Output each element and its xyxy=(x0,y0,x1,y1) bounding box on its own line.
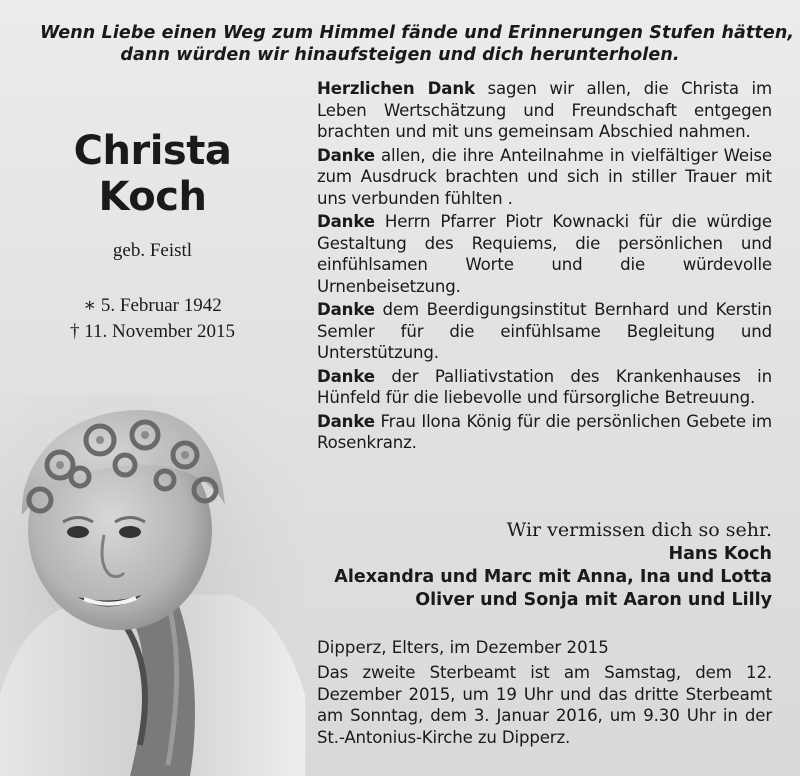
thanks-text: allen, die ihre Anteilnahme in vielfältiger Weise zum Ausdruck brachten und sich in stiller Trauer mit uns verbunden fühlten . xyxy=(317,145,772,208)
deceased-last-name: Koch xyxy=(98,174,207,220)
thanks-lead: Danke xyxy=(317,366,375,386)
portrait-photo xyxy=(0,395,305,776)
thanks-text: Herrn Pfarrer Piotr Kownacki für die würdige Gestaltung des Requiems, die persönlichen und einfühlsamen Worte und die würdevolle Urnenbeisetzung. xyxy=(317,212,772,296)
thanks-paragraph xyxy=(317,145,772,210)
thanks-lead: Danke xyxy=(317,411,375,431)
thanks-text: sagen wir allen, die Christa im Leben Wertschätzung und Freundschaft entgegen brachten und mit uns gemeinsam Abschied nahmen. xyxy=(317,79,772,141)
life-dates xyxy=(30,293,275,345)
deceased-name xyxy=(30,128,275,220)
birth-date: ∗ 5. Februar 1942 xyxy=(83,295,222,316)
signer-line: Alexandra und Marc mit Anna, Ina und Lotta xyxy=(334,567,772,587)
closing-section xyxy=(317,517,772,612)
thanks-paragraph xyxy=(317,411,772,454)
thanks-paragraph xyxy=(317,78,772,143)
thanks-paragraph xyxy=(317,299,772,364)
thanks-paragraph xyxy=(317,366,772,409)
closing-line: Wir vermissen dich so sehr. xyxy=(506,519,772,541)
quote-line-2: dann würden wir hinaufsteigen und dich herunterholen. xyxy=(120,45,680,65)
signer-line: Hans Koch xyxy=(668,544,772,564)
thanks-lead: Danke xyxy=(317,145,375,165)
thanks-lead: Danke xyxy=(317,300,375,319)
thanks-lead: Herzlichen Dank xyxy=(317,79,475,98)
thanks-text: der Palliativstation des Krankenhauses in Hünfeld für die liebevolle und fürsorgliche Betreuung. xyxy=(317,366,772,407)
maiden-name: geb. Feistl xyxy=(112,240,193,261)
signer-line: Oliver und Sonja mit Aaron und Lilly xyxy=(415,590,772,610)
death-date: † 11. November 2015 xyxy=(70,321,235,342)
thanks-text: dem Beerdigungsinstitut Bernhard und Kerstin Semler für die einfühlsame Begleitung und Unterstützung. xyxy=(317,300,772,362)
service-note: Das zweite Sterbeamt ist am Samstag, dem 12. Dezember 2015, um 19 Uhr und das dritte Sterbeamt am Sonntag, dem 3. Januar 2016, um 9.30 Uhr in der St.-Antonius-Kirche zu Dipperz. xyxy=(317,663,772,747)
quote-line-1: Wenn Liebe einen Weg zum Himmel fände und Erinnerungen Stufen hätten, xyxy=(40,23,795,43)
header-quote xyxy=(40,22,795,66)
thanks-lead: Danke xyxy=(317,212,375,231)
thanks-section xyxy=(317,78,772,456)
place-date: Dipperz, Elters, im Dezember 2015 xyxy=(317,638,609,657)
deceased-first-name: Christa xyxy=(73,128,232,174)
thanks-paragraph xyxy=(317,211,772,297)
thanks-text: Frau Ilona König für die persönlichen Gebete im Rosenkranz. xyxy=(317,411,772,452)
